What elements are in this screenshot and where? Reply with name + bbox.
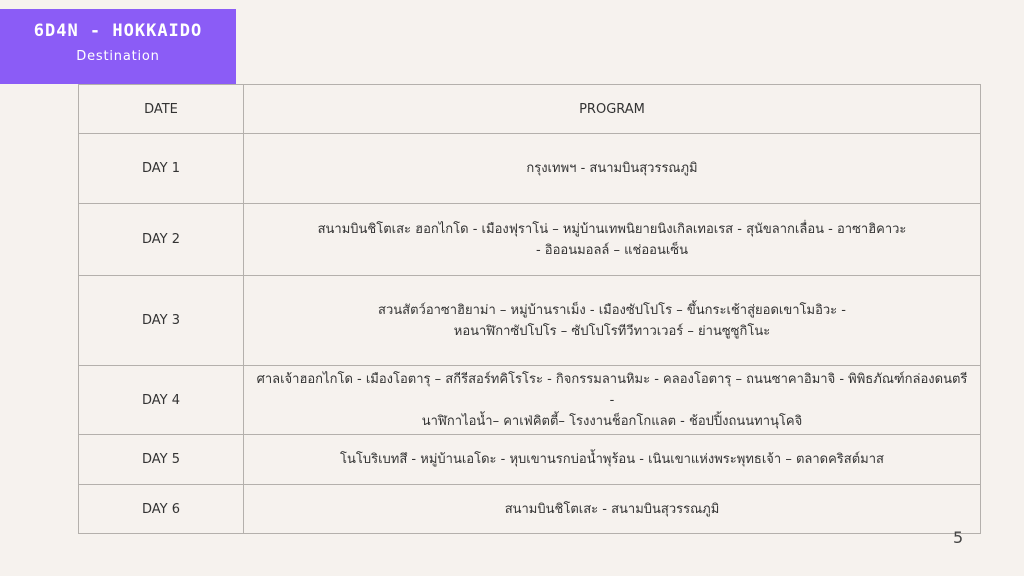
program-line: - อิออนมอลล์ – แช่ออนเซ็น: [535, 242, 689, 258]
program-cell: [244, 276, 981, 366]
day-cell: DAY 2: [79, 204, 244, 276]
program-line: ศาลเจ้าฮอกไกโด - เมืองโอตารุ – สกีรีสอร์ทคิโรโระ - กิจกรรมลานหิมะ - คลองโอตารุ – ถนนซาคาอิมาจิ - พิพิธภัณฑ์กล่องดนตรี -: [256, 371, 968, 408]
program-line: สนามบินชิโตเสะ - สนามบินสุวรรณภูมิ: [504, 501, 720, 517]
day-cell: DAY 1: [79, 134, 244, 204]
day-cell: DAY 6: [79, 485, 244, 534]
program-cell: [244, 435, 981, 485]
table-row: [79, 366, 981, 435]
table-header-row: [79, 85, 981, 134]
column-header-date: DATE: [79, 85, 244, 134]
program-line: สนามบินชิโตเสะ ฮอกไกโด - เมืองฟุราโน่ – หมู่บ้านเทพนิยายนิงเกิลเทอเรส - สุนัขลากเลื่อน - อาซาฮิคาวะ: [317, 221, 907, 237]
column-header-program: PROGRAM: [244, 85, 981, 134]
day-cell: DAY 3: [79, 276, 244, 366]
table-row: [79, 485, 981, 534]
program-cell: [244, 366, 981, 435]
program-line: นาฬิกาไอน้ำ– คาเฟ่คิตตี้– โรงงานช็อกโกแลต - ช้อปปิ้งถนนทานุโคจิ: [421, 413, 803, 429]
day-cell: DAY 5: [79, 435, 244, 485]
itinerary-table: [78, 84, 981, 534]
title-banner: [0, 9, 236, 84]
program-line: หอนาฬิกาซัปโปโร – ซัปโปโรทีวีทาวเวอร์ – ย่านซูซูกิโนะ: [453, 323, 771, 339]
program-cell: [244, 204, 981, 276]
page-title: 6D4N - HOKKAIDO: [33, 21, 203, 41]
table-row: [79, 134, 981, 204]
program-line: กรุงเทพฯ - สนามบินสุวรรณภูมิ: [526, 161, 698, 176]
page-subtitle: Destination: [76, 49, 160, 64]
program-cell: [244, 485, 981, 534]
program-cell: [244, 134, 981, 204]
table-row: [79, 435, 981, 485]
day-cell: DAY 4: [79, 366, 244, 435]
program-line: โนโบริเบทสึ - หมู่บ้านเอโดะ - หุบเขานรกบ่อน้ำพุร้อน - เนินเขาแห่งพระพุทธเจ้า – ตลาดคริสต์มาส: [340, 452, 884, 467]
table-row: [79, 204, 981, 276]
page-number: 5: [953, 528, 964, 547]
table-row: [79, 276, 981, 366]
program-line: สวนสัตว์อาซาฮิยาม่า – หมู่บ้านราเม็ง - เมืองซัปโปโร – ขึ้นกระเช้าสู่ยอดเขาโมอิวะ -: [378, 302, 846, 318]
